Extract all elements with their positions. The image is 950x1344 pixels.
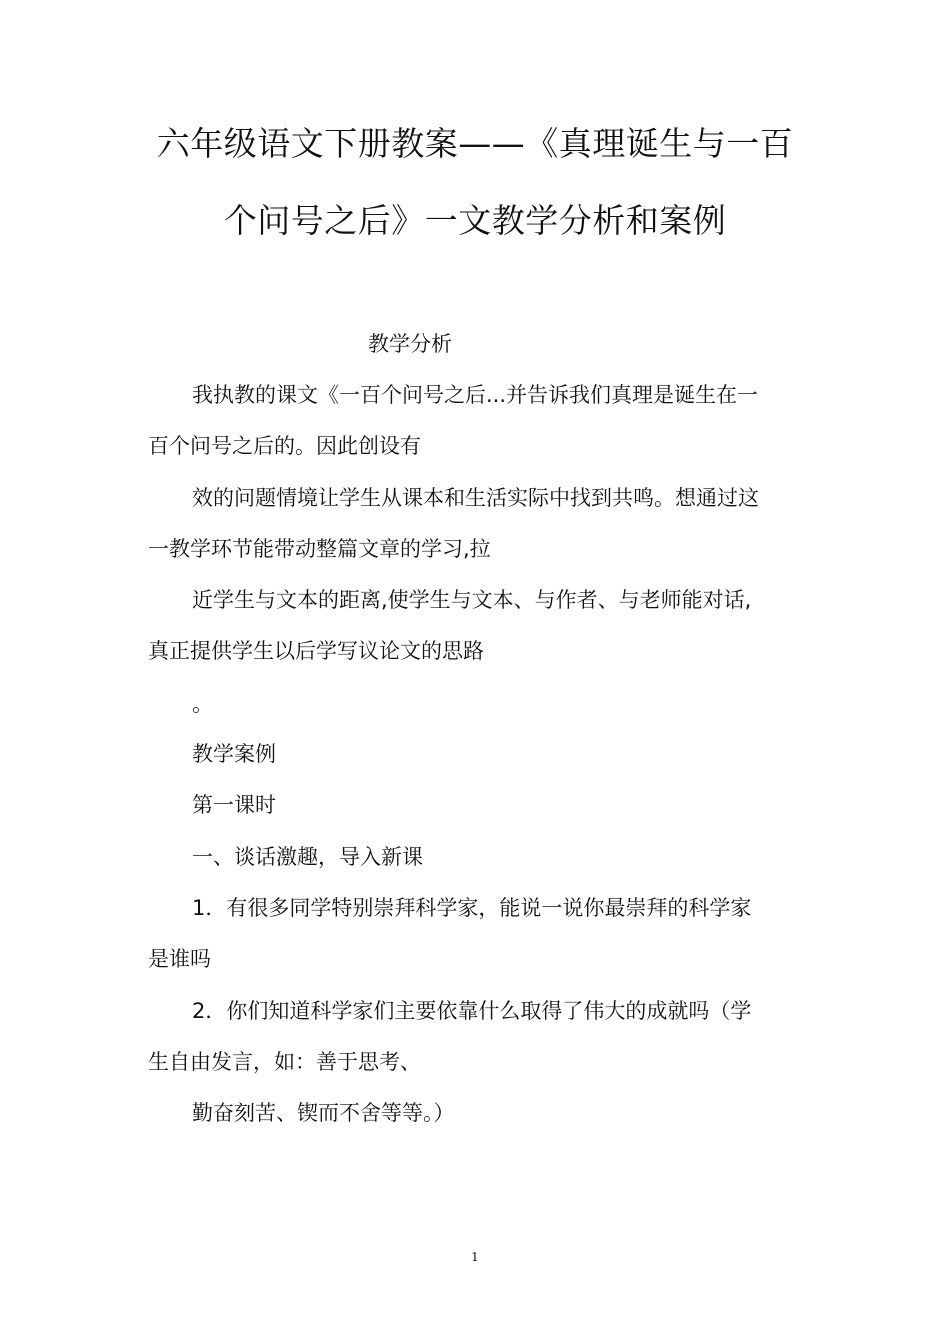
document-title-line-2: 个问号之后》一文教学分析和案例 <box>223 201 727 240</box>
case-heading: 教学案例 <box>192 742 276 766</box>
page-number: 1 <box>471 1250 479 1264</box>
analysis-line: 我执教的课文《一百个问号之后...并告诉我们真理是诞生在一 <box>192 383 759 407</box>
analysis-line: 近学生与文本的距离,使学生与文本、与作者、与老师能对话, <box>192 588 752 612</box>
analysis-line: 真正提供学生以后学写议论文的思路 <box>148 639 484 663</box>
analysis-heading: 教学分析 <box>368 332 452 356</box>
analysis-line: 效的问题情境让学生从课本和生活实际中找到共鸣。想通过这 <box>192 486 759 510</box>
part-heading: 一、谈话激趣，导入新课 <box>192 845 423 869</box>
analysis-line: 百个问号之后的。因此创设有 <box>148 434 421 458</box>
lesson-heading: 第一课时 <box>192 793 276 817</box>
case-line: 勤奋刻苦、锲而不舍等等。） <box>192 1101 455 1125</box>
document-title-line-1: 六年级语文下册教案——《真理诞生与一百 <box>156 124 794 163</box>
case-line: 1．有很多同学特别崇拜科学家，能说一说你最崇拜的科学家 <box>192 896 752 920</box>
case-line: 2．你们知道科学家们主要依靠什么取得了伟大的成就吗（学 <box>192 999 752 1023</box>
analysis-line: 一教学环节能带动整篇文章的学习,拉 <box>148 537 491 561</box>
case-line: 生自由发言，如：善于思考、 <box>148 1050 421 1074</box>
analysis-line: 。 <box>192 692 213 716</box>
case-line: 是谁吗 <box>148 947 211 971</box>
